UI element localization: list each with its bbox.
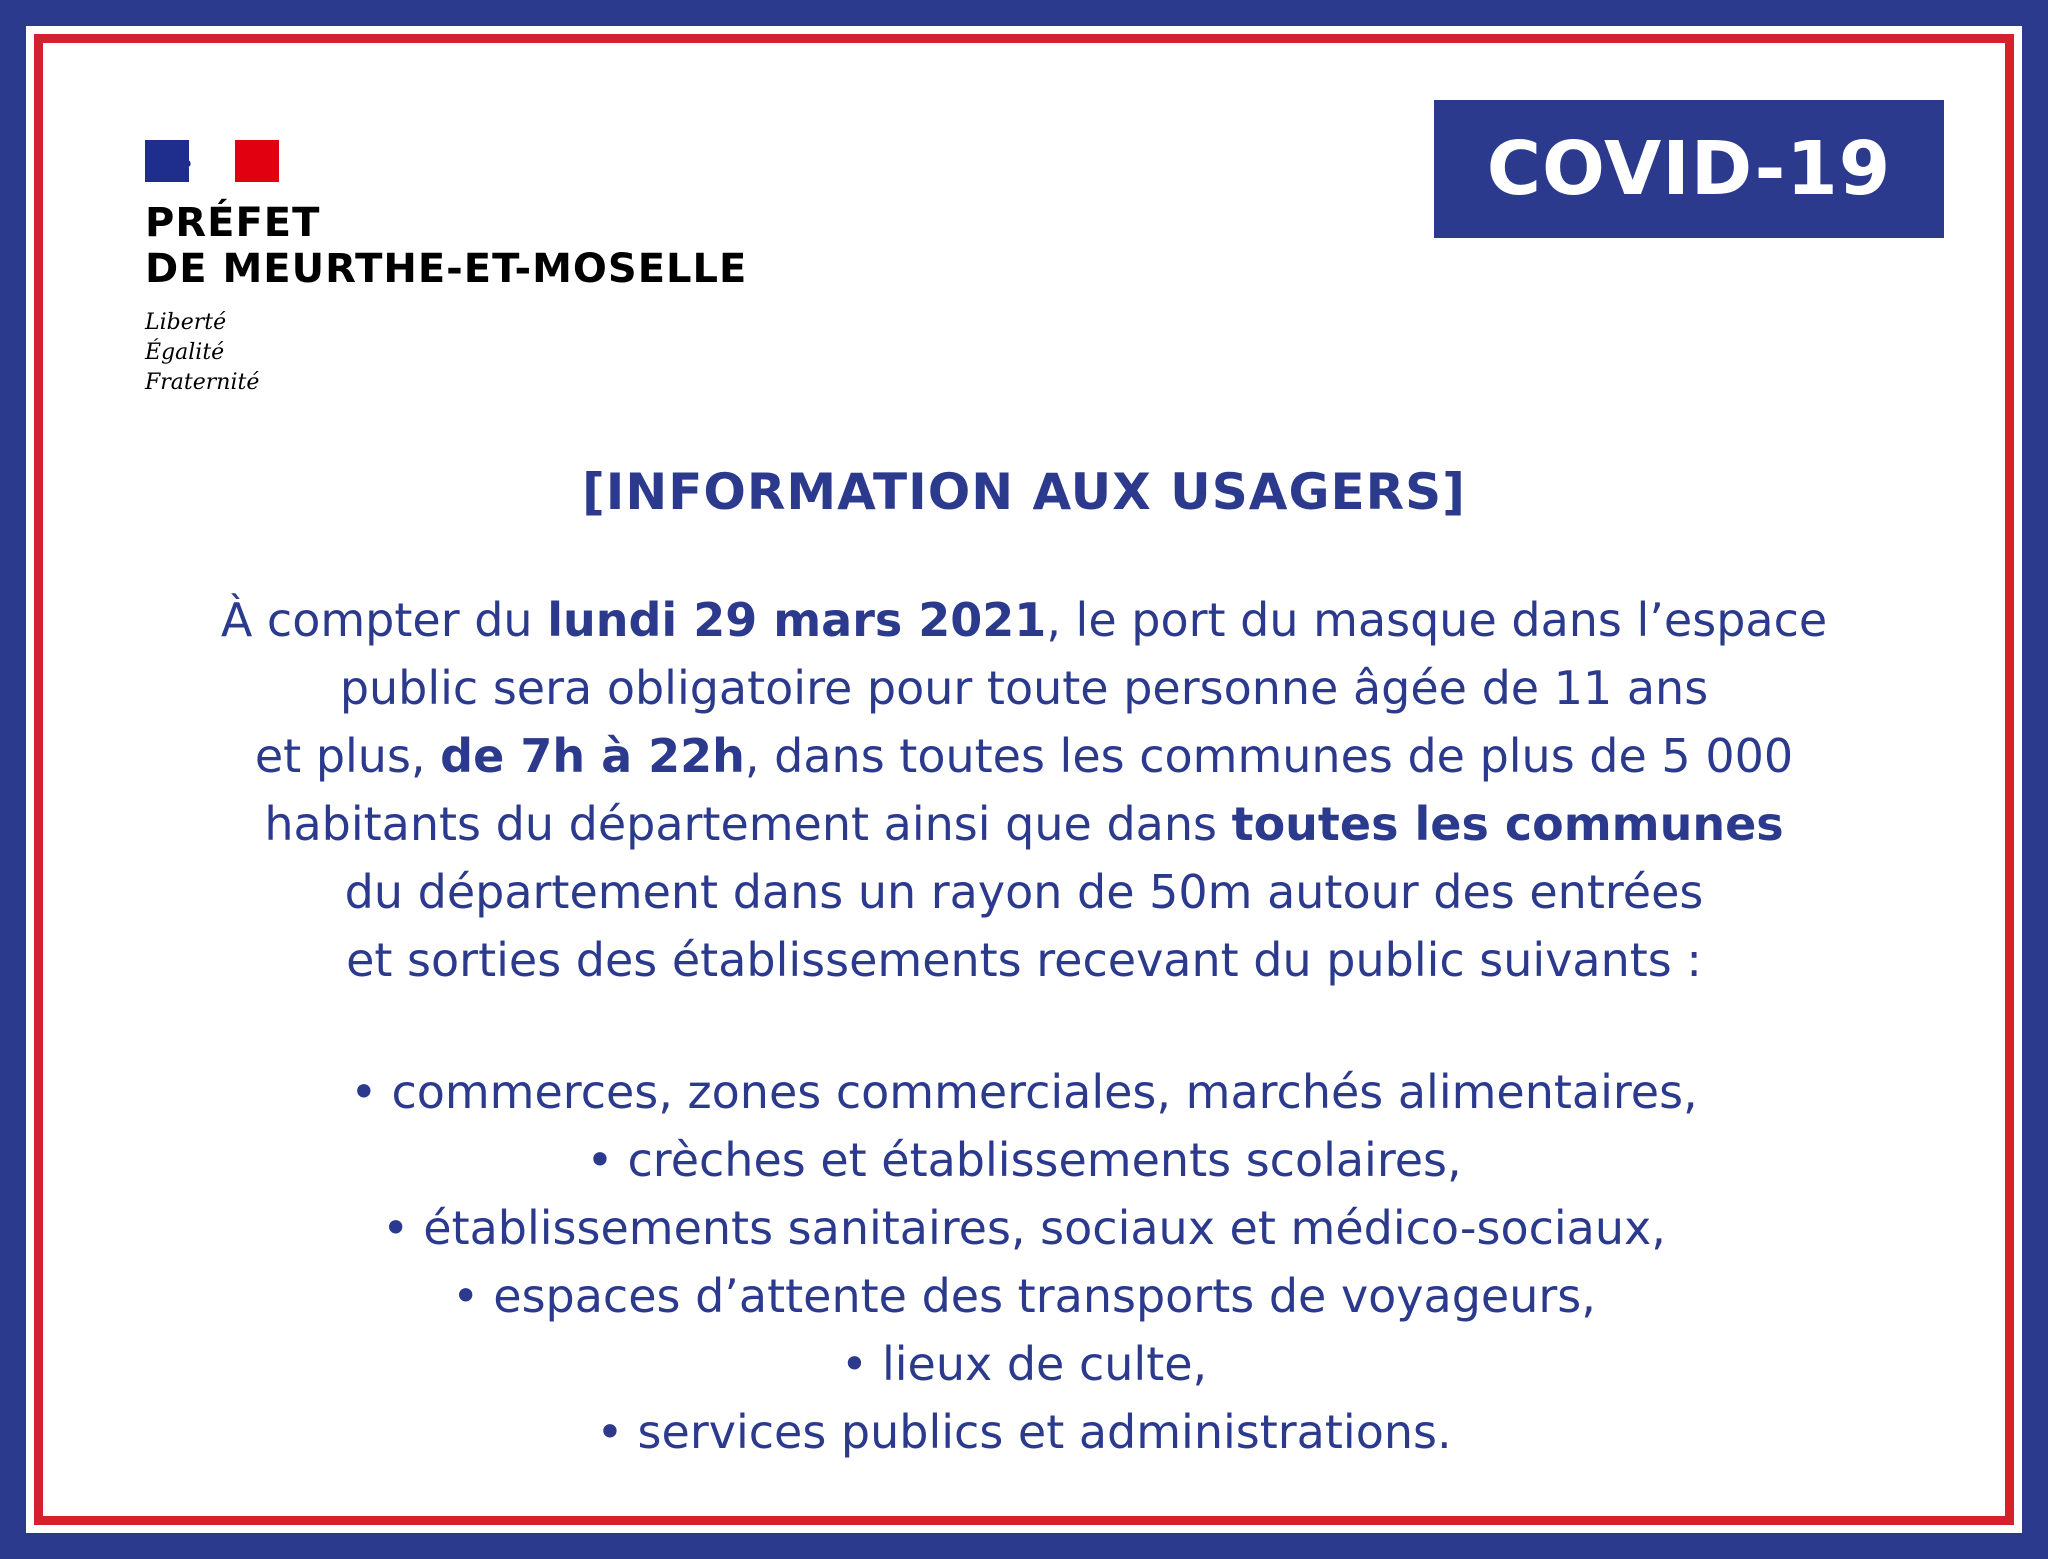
text-segment: , le port du masque dans l’espace [1046,593,1828,647]
notice-content [70,460,1978,1466]
paragraph-line: du département dans un rayon de 50m autour des entrées [344,865,1704,919]
text-segment: et plus, [254,729,441,783]
text-segment: À compter du [220,593,548,647]
paragraph-line: et sorties des établissements recevant du public suivants : [346,933,1702,987]
list-item [70,1194,1978,1262]
list-item [70,1398,1978,1466]
bullet-icon: • [586,1133,614,1187]
marianne-flag-icon [145,140,279,182]
bullet-icon: • [350,1065,378,1119]
communes-emphasis: toutes les communes [1231,797,1784,851]
bullet-icon: • [452,1269,480,1323]
logo-line-department: DE MEURTHE-ET-MOSELLE [145,246,748,292]
logo-line-prefet: PRÉFET [145,200,321,246]
list-item-text: espaces d’attente des transports de voyageurs, [493,1269,1596,1323]
list-item [70,1126,1978,1194]
bullet-icon: • [596,1405,624,1459]
paragraph-line [70,722,1978,790]
list-item-text: crèches et établissements scolaires, [627,1133,1462,1187]
list-item [70,1330,1978,1398]
notice-heading: [INFORMATION AUX USAGERS] [581,463,1467,521]
text-segment: , dans toutes les communes de plus de 5 000 [744,729,1794,783]
list-item [70,1262,1978,1330]
list-item-text: commerces, zones commerciales, marchés alimentaires, [391,1065,1698,1119]
republic-motto [145,308,747,398]
motto-fraternite: Fraternité [145,370,260,395]
prefecture-logo [145,140,747,398]
establishments-list [70,1058,1978,1466]
bullet-icon: • [840,1337,868,1391]
list-item-text: services publics et administrations. [637,1405,1452,1459]
hours-emphasis: de 7h à 22h [440,729,745,783]
paragraph-line: public sera obligatoire pour toute personne âgée de 11 ans [339,661,1709,715]
bullet-icon: • [382,1201,410,1255]
date-emphasis: lundi 29 mars 2021 [547,593,1047,647]
list-item-text: lieux de culte, [881,1337,1208,1391]
list-item [70,1058,1978,1126]
paragraph-line [70,586,1978,654]
paragraph-line [70,790,1978,858]
text-segment: habitants du département ainsi que dans [264,797,1232,851]
covid-badge: COVID-19 [1434,100,1944,238]
motto-liberte: Liberté [145,310,227,335]
logo-title [145,200,747,292]
motto-egalite: Égalité [145,340,225,365]
notice-paragraph [70,586,1978,994]
list-item-text: établissements sanitaires, sociaux et médico-sociaux, [423,1201,1666,1255]
